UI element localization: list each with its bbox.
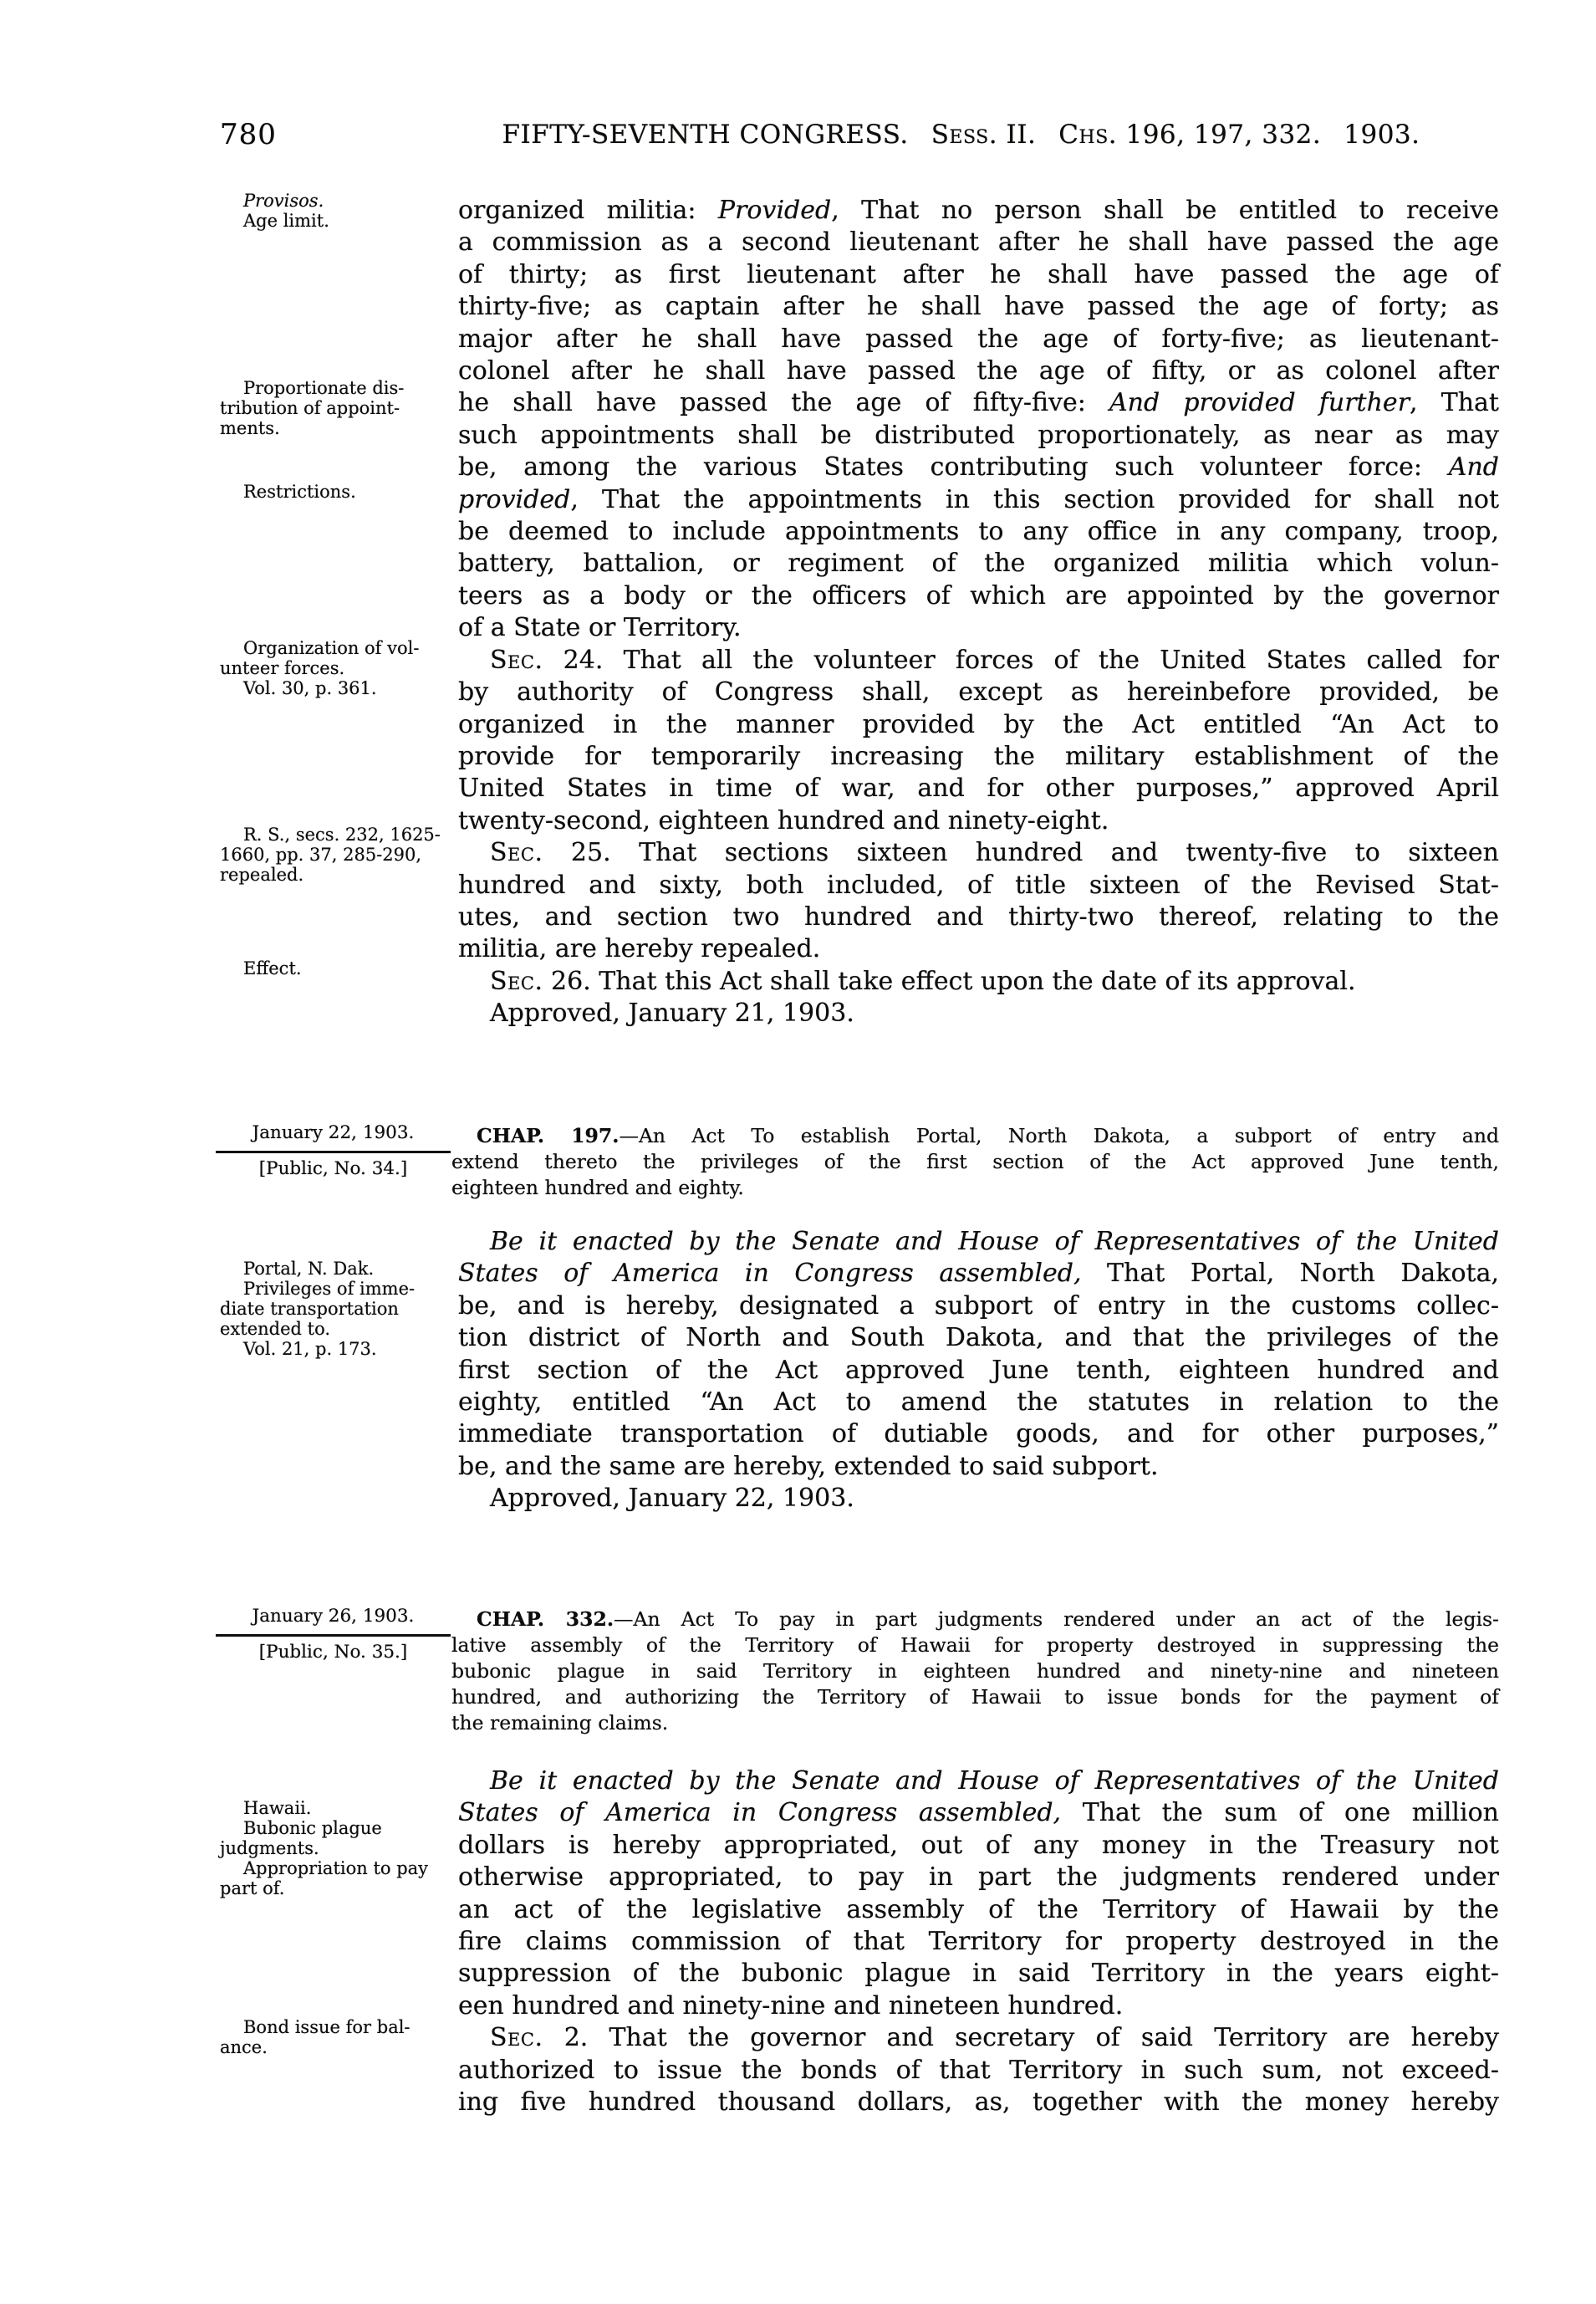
margin-note-line: Portal, N. Dak. bbox=[243, 1259, 375, 1279]
date-divider-rule bbox=[216, 1634, 451, 1637]
margin-note-line: Privileges of imme- bbox=[243, 1279, 416, 1299]
text-line: of thirty; as first lieutenant after he shall have passed the age of bbox=[458, 259, 1499, 289]
text-line: Sec. 24. That all the volunteer forces of the United States called for bbox=[490, 645, 1499, 675]
margin-note-line: Vol. 30, p. 361. bbox=[243, 678, 377, 698]
text-line: utes, and section two hundred and thirty-two thereof, relating to the bbox=[458, 902, 1499, 932]
running-head-title bbox=[424, 120, 1498, 150]
margin-note-line: R. S., secs. 232, 1625- bbox=[243, 825, 441, 845]
text-line: Approved, January 21, 1903. bbox=[490, 999, 854, 1029]
margin-note-line: Appropriation to pay bbox=[243, 1858, 429, 1878]
margin-note-line: Provisos. bbox=[243, 191, 324, 211]
margin-note-hawaii-bubonic-plague bbox=[220, 1798, 452, 1898]
text-line: the remaining claims. bbox=[451, 1711, 669, 1734]
margin-note-line: Effect. bbox=[243, 958, 302, 978]
margin-note-line: repealed. bbox=[220, 865, 304, 885]
chap-332-public-number: [Public, No. 35.] bbox=[258, 1642, 408, 1663]
text-line: Sec. 26. That this Act shall take effect upon the date of its approval. bbox=[490, 966, 1356, 996]
margin-note-proportionate-distribution bbox=[220, 378, 452, 438]
text-line: extend thereto the privileges of the first section of the Act approved June tenth, bbox=[451, 1150, 1499, 1173]
margin-note-line: Proportionate dis- bbox=[243, 378, 405, 398]
text-line: eighty, entitled “An Act to amend the statutes in relation to the bbox=[458, 1387, 1499, 1418]
margin-note-line: Organization of vol- bbox=[243, 638, 420, 658]
margin-note-line: tribution of appoint- bbox=[220, 398, 400, 418]
text-line: organized in the manner provided by the Act entitled “An Act to bbox=[458, 709, 1499, 739]
text-line: States of America in Congress assembled, That the sum of one million bbox=[458, 1798, 1500, 1828]
chap-197-date: January 22, 1903. bbox=[252, 1122, 415, 1143]
text-line: suppression of the bubonic plague in said Territory in the years eight- bbox=[458, 1959, 1499, 1989]
text-line: hundred, and authorizing the Territory of Hawaii to issue bonds for the payment of bbox=[451, 1685, 1499, 1709]
text-line: teers as a body or the officers of which are appointed by the governor bbox=[458, 580, 1499, 610]
chap-332-date: January 26, 1903. bbox=[252, 1606, 415, 1627]
text-line: bubonic plague in said Territory in eighteen hundred and ninety-nine and nineteen bbox=[451, 1659, 1499, 1683]
text-line: a commission as a second lieutenant after he shall have passed the age bbox=[458, 227, 1499, 258]
text-line: Sec. 2. That the governor and secretary of said Territory are hereby bbox=[490, 2023, 1499, 2053]
chap-197-body-text bbox=[458, 1226, 1499, 1515]
text-line: CHAP. 197.—An Act To establish Portal, North Dakota, a subport of entry and bbox=[477, 1124, 1499, 1147]
text-line: authorized to issue the bonds of that Territory in such sum, not exceed- bbox=[458, 2055, 1499, 2085]
text-line: twenty-second, eighteen hundred and ninety-eight. bbox=[458, 805, 1109, 835]
margin-note-portal-n-dak bbox=[220, 1259, 452, 1359]
margin-note-restrictions bbox=[220, 482, 452, 502]
margin-note-line: Bubonic plague bbox=[243, 1818, 382, 1838]
margin-note-line: Hawaii. bbox=[243, 1798, 312, 1818]
text-line: he shall have passed the age of fifty-five: And provided further, That bbox=[458, 388, 1499, 418]
chap-332-date-block bbox=[216, 1607, 451, 1663]
chap-197-date-block bbox=[216, 1123, 451, 1179]
text-line: be, and the same are hereby, extended to said subport. bbox=[458, 1451, 1159, 1481]
text-line: battery, battalion, or regiment of the organized militia which volun- bbox=[458, 549, 1499, 579]
margin-note-line: unteer forces. bbox=[220, 658, 345, 678]
running-head bbox=[0, 118, 1596, 151]
date-divider-rule bbox=[216, 1151, 451, 1153]
margin-note-line: Restrictions. bbox=[243, 482, 356, 502]
text-line: organized militia: Provided, That no person shall be entitled to receive bbox=[458, 196, 1499, 225]
chap-332-head-note bbox=[451, 1607, 1499, 1736]
page-number: 780 bbox=[220, 118, 277, 151]
text-line: Sec. 25. That sections sixteen hundred and twenty-five to sixteen bbox=[490, 838, 1499, 868]
text-line: of a State or Territory. bbox=[458, 613, 742, 643]
chap-197-public-number: [Public, No. 34.] bbox=[258, 1158, 408, 1179]
running-head-chapters: Chs. 196, 197, 332. bbox=[1058, 120, 1322, 150]
text-line: Be it enacted by the Senate and House of Representatives of the United bbox=[490, 1227, 1499, 1256]
text-line: be deemed to include appointments to any office in any company, troop, bbox=[458, 517, 1499, 547]
text-line: be, among the various States contributing such volunteer force: And bbox=[458, 452, 1499, 483]
margin-note-organization-volunteer-forces bbox=[220, 638, 452, 698]
text-line: Approved, January 22, 1903. bbox=[490, 1484, 854, 1514]
text-line: CHAP. 332.—An Act To pay in part judgments rendered under an act of the legis- bbox=[477, 1607, 1499, 1631]
margin-note-line: Vol. 21, p. 173. bbox=[243, 1339, 377, 1359]
text-line: otherwise appropriated, to pay in part the judgments rendered under bbox=[458, 1862, 1499, 1893]
text-line: major after he shall have passed the age of forty-five; as lieutenant- bbox=[458, 324, 1499, 354]
margin-note-bond-issue bbox=[220, 2017, 452, 2057]
margin-note-line: 1660, pp. 37, 285-290, bbox=[220, 845, 422, 865]
text-line: een hundred and ninety-nine and nineteen hundred. bbox=[458, 1990, 1124, 2020]
text-line: first section of the Act approved June tenth, eighteen hundred and bbox=[458, 1355, 1499, 1385]
text-line: such appointments shall be distributed proportionately, as near as may bbox=[458, 420, 1499, 450]
text-line: eighteen hundred and eighty. bbox=[451, 1176, 744, 1199]
margin-note-line: ance. bbox=[220, 2037, 268, 2057]
running-head-year: 1903. bbox=[1344, 120, 1420, 150]
text-line: an act of the legislative assembly of the Territory of Hawaii by the bbox=[458, 1894, 1499, 1924]
margin-note-line: part of. bbox=[220, 1878, 285, 1898]
text-line: colonel after he shall have passed the age of fifty, or as colonel after bbox=[458, 356, 1499, 386]
text-line: Be it enacted by the Senate and House of Representatives of the United bbox=[490, 1766, 1499, 1796]
chap-197-head-note bbox=[451, 1123, 1499, 1201]
text-line: United States in time of war, and for other purposes,” approved April bbox=[458, 774, 1499, 804]
margin-note-line: Bond issue for bal- bbox=[243, 2017, 410, 2037]
margin-note-line: judgments. bbox=[220, 1838, 319, 1858]
text-line: by authority of Congress shall, except as hereinbefore provided, be bbox=[458, 677, 1499, 708]
margin-note-rs-repealed bbox=[220, 825, 452, 885]
text-line: ing five hundred thousand dollars, as, together with the money hereby bbox=[458, 2087, 1499, 2118]
act-196-body-text bbox=[458, 195, 1499, 1030]
text-line: lative assembly of the Territory of Hawaii for property destroyed in suppressing the bbox=[451, 1633, 1499, 1657]
text-line: thirty-five; as captain after he shall have passed the age of forty; as bbox=[458, 292, 1499, 322]
margin-note-line: diate transportation bbox=[220, 1299, 399, 1319]
margin-note-effect bbox=[220, 958, 452, 978]
text-line: provided, That the appointments in this section provided for shall not bbox=[458, 484, 1499, 514]
margin-note-provisos bbox=[220, 191, 452, 231]
margin-note-line: Age limit. bbox=[243, 211, 329, 231]
chap-332-body-text bbox=[458, 1765, 1499, 2118]
text-line: provide for temporarily increasing the military establishment of the bbox=[458, 741, 1499, 771]
text-line: fire claims commission of that Territory for property destroyed in the bbox=[458, 1927, 1499, 1957]
margin-note-line: extended to. bbox=[220, 1319, 331, 1339]
running-head-session: Sess. II. bbox=[931, 120, 1037, 150]
text-line: be, and is hereby, designated a subport of entry in the customs collec- bbox=[458, 1290, 1499, 1321]
text-line: States of America in Congress assembled, That Portal, North Dakota, bbox=[458, 1259, 1500, 1289]
text-line: tion district of North and South Dakota, and that the privileges of the bbox=[458, 1323, 1499, 1353]
margin-note-line: ments. bbox=[220, 418, 280, 438]
running-head-congress: FIFTY-SEVENTH CONGRESS. bbox=[502, 120, 909, 150]
text-line: hundred and sixty, both included, of title sixteen of the Revised Stat- bbox=[458, 870, 1499, 900]
text-line: immediate transportation of dutiable goods, and for other purposes,” bbox=[458, 1419, 1499, 1449]
text-line: militia, are hereby repealed. bbox=[458, 934, 821, 964]
text-line: dollars is hereby appropriated, out of any money in the Treasury not bbox=[458, 1830, 1499, 1860]
